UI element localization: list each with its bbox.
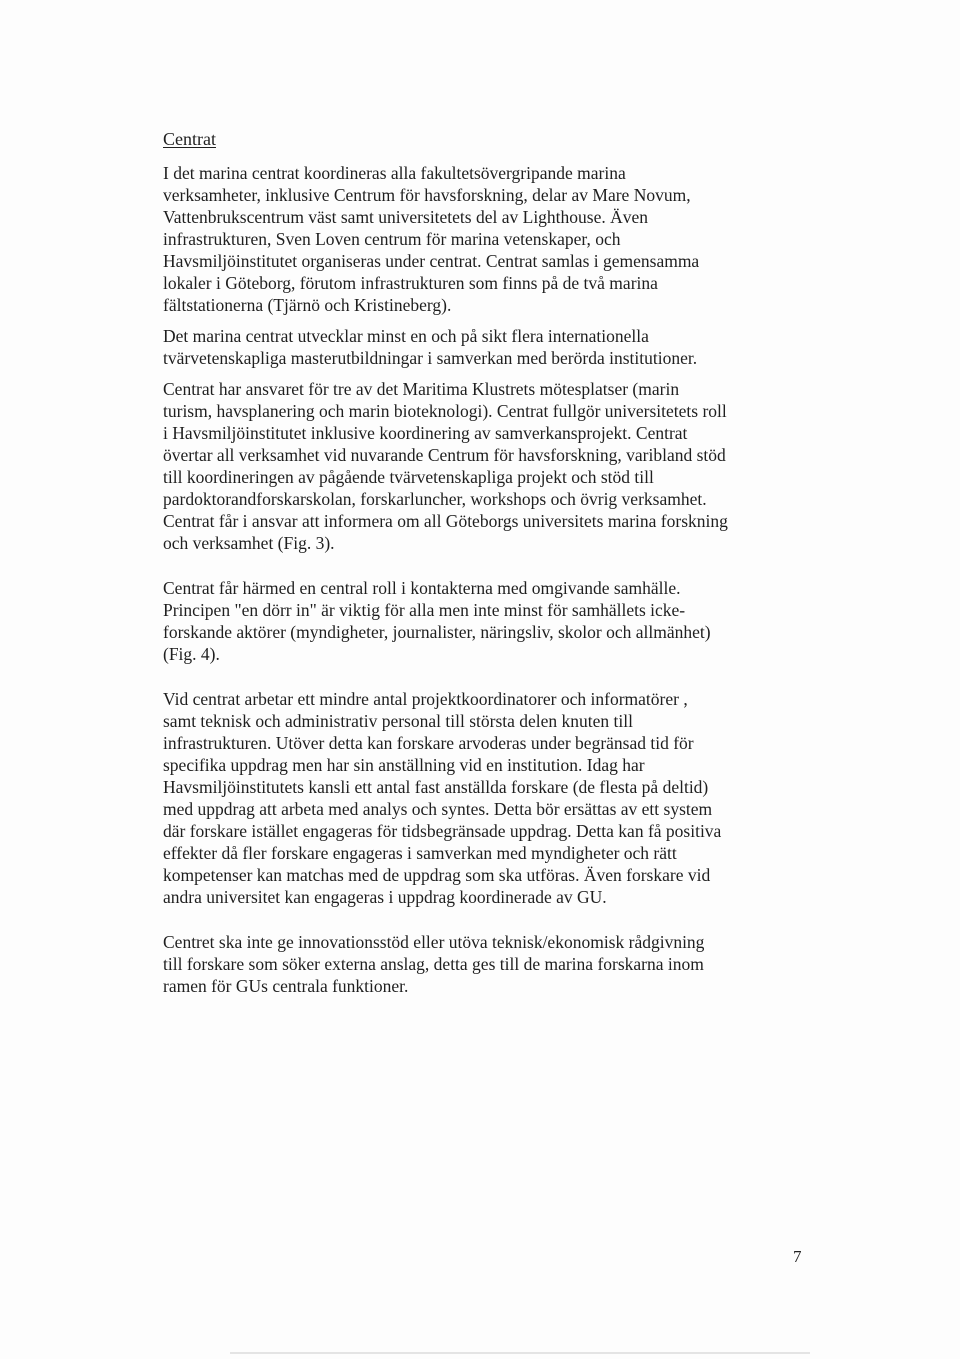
page-number: 7 <box>793 1247 802 1266</box>
paragraph-society-contact: Centrat får härmed en central roll i kontakterna med omgivande samhälle. Principen "en dörr in" är viktig för alla men inte minst för samhällets icke- forskande aktörer (myndigheter, journalister, näringsliv, skolor och allmänhet) (Fig. 4). <box>163 578 711 664</box>
paragraph-staffing: Vid centrat arbetar ett mindre antal projektkoordinatorer och informatörer , samt teknisk och administrativ personal till största delen knuten till infrastrukturen. Utöver detta kan forskare arvoderas under begränsad tid för specifika uppdrag men har sin anställning vid en institution. Idag har Havsmiljöinstitutets kansli ett antal fast anställda forskare (de flesta på deltid) med uppdrag att arbeta med analys och syntes. Detta bör ersättas av ett system där forskare istället engageras för tidsbegränsade uppdrag. Detta kan få positiva effekter då fler forskare engageras i samverkan med myndigheter och rätt kompetenser kan matchas med de uppdrag som ska utföras. Även forskare vid andra universitet kan engageras i uppdrag koordinerade av GU. <box>163 689 722 907</box>
paragraph-responsibilities: Centrat har ansvaret för tre av det Maritima Klustrets mötesplatser (marin turism, havsplanering och marin bioteknologi). Centrat fullgör universitetets roll i Havsmiljöinstitutet inklusive koordinering av samverkansprojekt. Centrat övertar all verksamhet vid nuvarande Centrum för havsforskning, varibland stöd till koordineringen av pågående tvärvetenskapliga projekt och stöd till pardoktorandforskarskolan, forskarluncher, workshops och övrig verksamhet. Centrat får i ansvar att informera om all Göteborgs universitets marina forskning och verksamhet (Fig. 3). <box>163 379 728 553</box>
section-heading: Centrat <box>163 129 216 149</box>
paragraph-organization: I det marina centrat koordineras alla fakultetsövergripande marina verksamheter, inklusive Centrum för havsforskning, delar av Mare Novum, Vattenbrukscentrum väst samt universitetets del av Lighthouse. Även infrastrukturen, Sven Loven centrum för marina vetenskaper, och Havsmiljöinstitutet organiseras under centrat. Centrat samlas i gemensamma lokaler i Göteborg, förutom infrastrukturen som finns på de två marina fältstationerna (Tjärnö och Kristineberg). <box>163 163 700 315</box>
scan-edge-line <box>230 1352 810 1354</box>
paragraph-innovation-support: Centret ska inte ge innovationsstöd eller utöva teknisk/ekonomisk rådgivning till forskare som söker externa anslag, detta ges till de marina forskarna inom ramen för GUs centrala funktioner. <box>163 932 705 996</box>
paragraph-master-programs: Det marina centrat utvecklar minst en och på sikt flera internationella tvärvetenskapliga masterutbildningar i samverkan med berörda institutioner. <box>163 326 698 368</box>
document-body <box>163 128 823 997</box>
